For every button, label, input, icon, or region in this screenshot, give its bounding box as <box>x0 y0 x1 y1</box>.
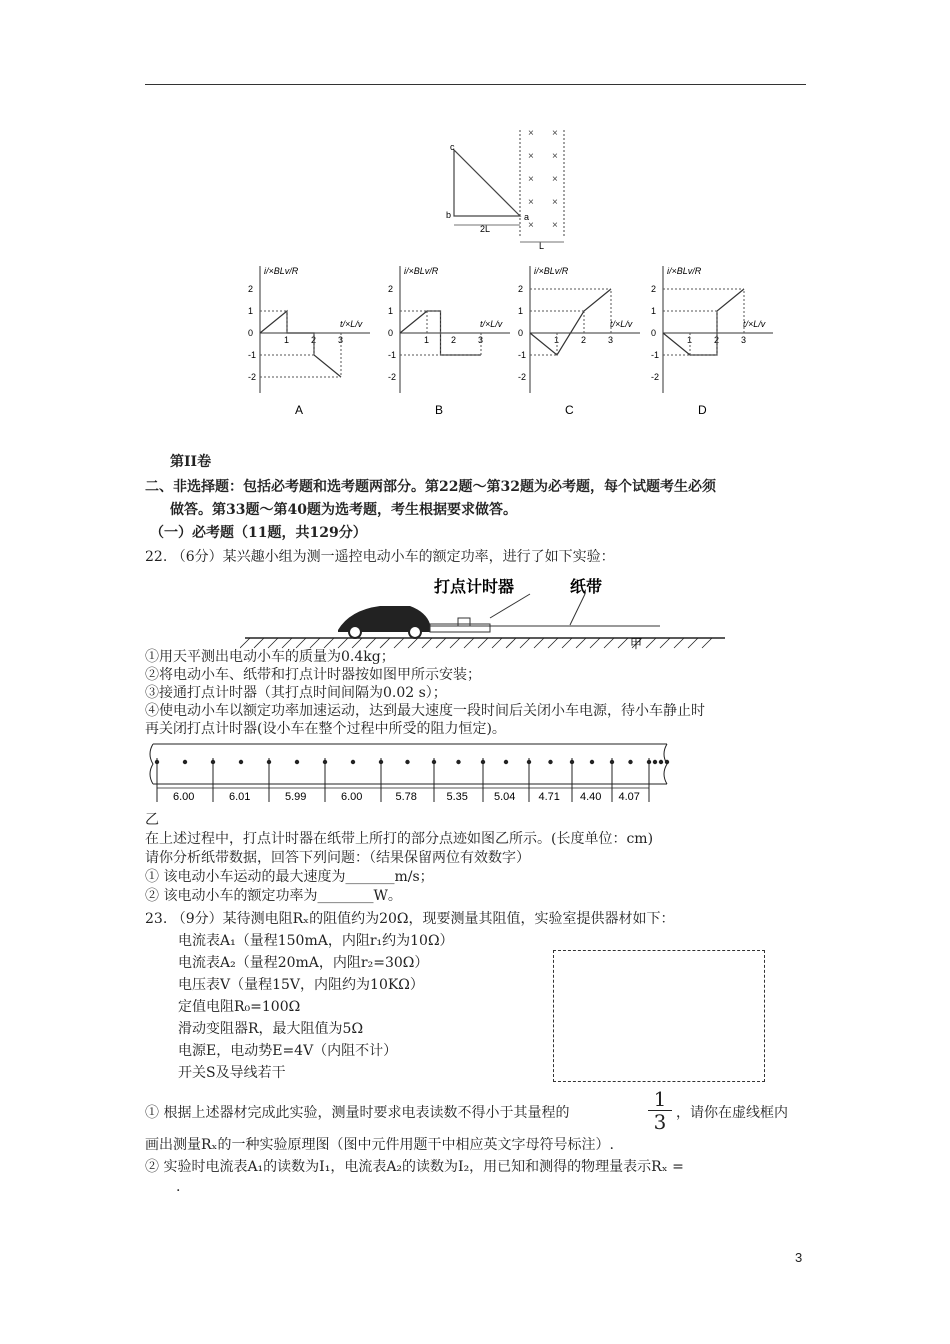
tape-segment-length: 4.71 <box>538 791 560 803</box>
x-tick: 2 <box>581 335 587 345</box>
figure-jia <box>240 570 730 650</box>
field-cross: × <box>552 151 558 162</box>
y-tick: -2 <box>248 372 257 382</box>
q22-desc: 在上述过程中，打点计时器在纸带上所打的部分点迹如图乙所示。(长度单位：cm) <box>145 831 654 847</box>
fraction-one-third <box>648 1088 672 1133</box>
label-b: b <box>446 210 452 220</box>
graph-D <box>648 258 778 418</box>
q22-q2: ② 该电动小车的额定功率为________W。 <box>145 888 402 904</box>
equipment-item: 电流表A₂（量程20mA，内阻r₂=30Ω） <box>178 955 429 971</box>
equipment-item: 定值电阻R₀=100Ω <box>178 999 301 1015</box>
field-cross: × <box>528 174 534 185</box>
field-cross: × <box>552 197 558 208</box>
header-rule <box>145 84 806 85</box>
section-title: 第II卷 <box>170 454 212 470</box>
tape-dot <box>295 760 299 764</box>
tape-dot <box>628 760 632 764</box>
label-yi: 乙 <box>145 812 159 828</box>
tape-segment-length: 6.00 <box>173 791 195 803</box>
q22-q1: ① 该电动小车运动的最大速度为_______m/s； <box>145 869 434 885</box>
page-number: 3 <box>795 1250 803 1265</box>
figure-yi-tape <box>145 740 675 808</box>
y-tick: 1 <box>651 306 657 316</box>
x-tick: 2 <box>311 335 317 345</box>
timer-box <box>458 618 470 626</box>
q23-p1a: ① 根据上述器材完成此实验，测量时要求电表读数不得小于其量程的 <box>145 1105 570 1121</box>
section-line2: 做答。第33题～第40题为选考题，考生根据要求做答。 <box>170 502 517 518</box>
tape-segment-length: 4.40 <box>580 791 602 803</box>
field-cross: × <box>528 220 534 231</box>
current-curve <box>663 289 747 355</box>
y-tick: -1 <box>651 350 660 360</box>
y-axis-label: i/×BLv/R <box>667 266 702 276</box>
x-axis-label: t/×L/v <box>480 319 503 329</box>
x-axis-label: t/×L/v <box>340 319 363 329</box>
tape-segment-length: 5.35 <box>446 791 468 803</box>
tape-segment-length: 5.78 <box>395 791 417 803</box>
label-a: a <box>524 212 530 222</box>
label-L: L <box>539 241 545 250</box>
equipment-item: 电源E，电动势E=4V（内阻不计） <box>178 1043 398 1059</box>
circuit-dashed-box <box>553 950 765 1082</box>
q23-p2: ② 实验时电流表A₁的读数为I₁，电流表A₂的读数为I₂，用已知和测得的物理量表示Rₓ = <box>145 1159 684 1175</box>
step4b: 再关闭打点计时器(设小车在整个过程中所受的阻力恒定)。 <box>145 721 506 737</box>
timer-label: 打点计时器 <box>434 579 515 596</box>
y-tick: -2 <box>388 372 397 382</box>
tape-dot <box>590 760 594 764</box>
x-tick: 1 <box>687 335 693 345</box>
y-axis-label: i/×BLv/R <box>534 266 569 276</box>
y-axis-label: i/×BLv/R <box>264 266 299 276</box>
tape-dot <box>239 760 243 764</box>
tape-dot <box>405 760 409 764</box>
tape-segment-length: 4.07 <box>618 791 640 803</box>
tape-segment-length: 5.99 <box>285 791 307 803</box>
x-tick: 3 <box>608 335 614 345</box>
equipment-item: 电流表A₁（量程150mA，内阻r₁约为10Ω） <box>178 933 454 949</box>
section-sub: （一）必考题（11题，共129分） <box>150 525 367 541</box>
q22-stem: 22. （6分）某兴趣小组为测一遥控电动小车的额定功率，进行了如下实验： <box>145 549 615 565</box>
x-tick: 3 <box>478 335 484 345</box>
triangle-field-figure <box>440 120 580 250</box>
x-tick: 3 <box>338 335 344 345</box>
equipment-item: 滑动变阻器R，最大阻值为5Ω <box>178 1021 364 1037</box>
q22-ask: 请你分析纸带数据，回答下列问题：（结果保留两位有效数字） <box>145 850 530 866</box>
current-curve <box>530 289 614 355</box>
tape-label: 纸带 <box>570 579 603 596</box>
equipment-item: 开关S及导线若干 <box>178 1065 286 1081</box>
q23-p1c: 画出测量Rₓ的一种实验原理图（图中元件用题干中相应英文字母符号标注）. <box>145 1137 614 1153</box>
tape-dot <box>351 760 355 764</box>
q23-stem: 23. （9分）某待测电阻Rₓ的阻值约为20Ω，现要测量其阻值，实验室提供器材如下： <box>145 911 675 927</box>
y-tick: 2 <box>388 284 394 294</box>
y-tick: 1 <box>248 306 254 316</box>
x-tick: 1 <box>554 335 560 345</box>
section-line1: 二、非选择题：包括必考题和选考题两部分。第22题～第32题为必考题，每个试题考生必须 <box>145 479 716 495</box>
y-axis-label: i/×BLv/R <box>404 266 439 276</box>
equipment-item: 电压表V（量程15V，内阻约为10KΩ） <box>178 977 424 993</box>
x-axis-label: t/×L/v <box>610 319 633 329</box>
frac-den: 3 <box>648 1110 672 1133</box>
tape-segment-length: 6.01 <box>229 791 251 803</box>
field-cross: × <box>552 128 558 139</box>
tape-dot <box>653 760 657 764</box>
step2: ②将电动小车、纸带和打点计时器按如图甲所示安装； <box>145 667 481 683</box>
label-c: c <box>450 142 455 152</box>
tape-dot <box>504 760 508 764</box>
label-2L: 2L <box>480 224 491 234</box>
field-cross: × <box>528 197 534 208</box>
step3: ③接通打点计时器（其打点时间间隔为0.02 s）； <box>145 685 447 701</box>
graph-letter: B <box>435 403 444 417</box>
x-axis-label: t/×L/v <box>743 319 766 329</box>
field-cross: × <box>528 151 534 162</box>
y-tick: 0 <box>651 328 657 338</box>
current-curve <box>260 311 344 377</box>
field-cross: × <box>552 220 558 231</box>
y-tick: 1 <box>388 306 394 316</box>
y-tick: -1 <box>388 350 397 360</box>
y-tick: 2 <box>248 284 254 294</box>
graph-letter: D <box>698 403 707 417</box>
label-jia: 甲 <box>630 637 643 650</box>
graph-letter: C <box>565 403 574 417</box>
graph-C <box>515 258 645 418</box>
x-tick: 1 <box>284 335 290 345</box>
q23-p2-end: . <box>176 1179 181 1195</box>
x-tick: 1 <box>424 335 430 345</box>
x-tick: 3 <box>741 335 747 345</box>
y-tick: -1 <box>518 350 527 360</box>
y-tick: -2 <box>651 372 660 382</box>
y-tick: 2 <box>518 284 524 294</box>
step4a: ④使电动小车以额定功率加速运动，达到最大速度一段时间后关闭小车电源，待小车静止时 <box>145 703 705 719</box>
frac-num: 1 <box>653 1087 667 1111</box>
tape-dot <box>659 760 663 764</box>
y-tick: 0 <box>388 328 394 338</box>
y-tick: -1 <box>248 350 257 360</box>
graph-B <box>385 258 515 418</box>
x-tick: 2 <box>451 335 457 345</box>
field-cross: × <box>528 128 534 139</box>
graph-letter: A <box>295 403 304 417</box>
y-tick: 1 <box>518 306 524 316</box>
x-tick: 2 <box>714 335 720 345</box>
tape-segment-length: 6.00 <box>341 791 363 803</box>
y-tick: -2 <box>518 372 527 382</box>
tape-segment-length: 5.04 <box>494 791 516 803</box>
y-tick: 0 <box>248 328 254 338</box>
tape-dot <box>548 760 552 764</box>
field-crosses <box>528 128 558 231</box>
tape-dot <box>665 760 669 764</box>
triangle-loop <box>454 150 520 216</box>
step1: ①用天平测出电动小车的质量为0.4kg； <box>145 649 395 665</box>
y-tick: 0 <box>518 328 524 338</box>
tape-dot <box>456 760 460 764</box>
graph-A <box>245 258 375 418</box>
q23-p1b: ，请你在虚线框内 <box>676 1105 788 1121</box>
y-tick: 2 <box>651 284 657 294</box>
tape-dot <box>183 760 187 764</box>
field-cross: × <box>552 174 558 185</box>
